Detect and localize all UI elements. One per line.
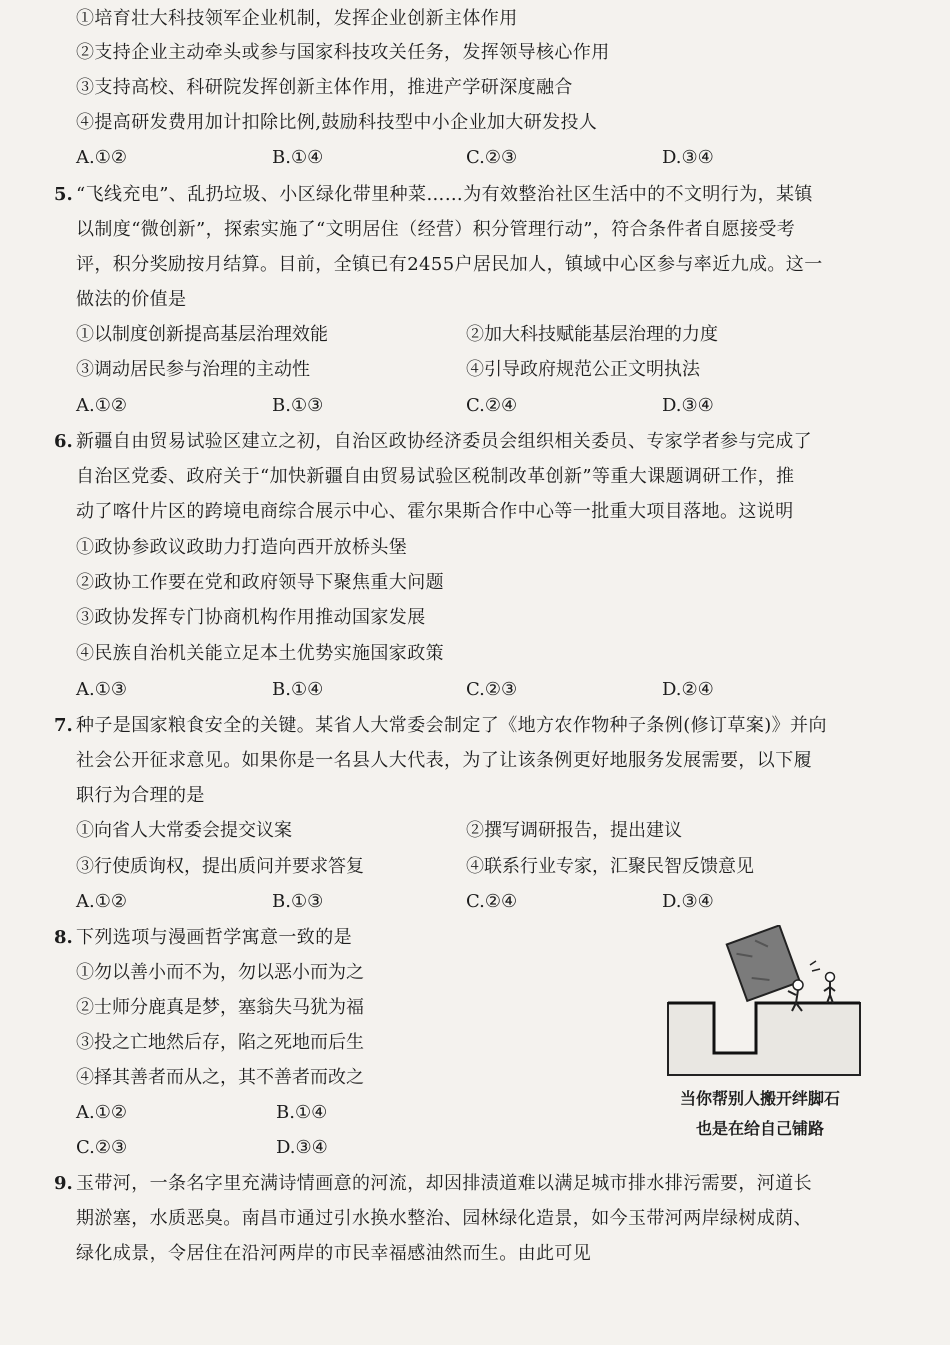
q5-option-2: ②加大科技赋能基层治理的力度 bbox=[466, 324, 718, 345]
q7-stem-1: 种子是国家粮食安全的关键。某省人大常委会制定了《地方农作物种子条例(修订草案)》并向 bbox=[76, 715, 827, 736]
ground-shape bbox=[668, 1003, 860, 1075]
q7-option-4: ④联系行业专家，汇聚民智反馈意见 bbox=[466, 856, 754, 877]
q9-stem-2: 期淤塞，水质恶臭。南昌市通过引水换水整治、园林绿化造景，如今玉带河两岸绿树成荫、 bbox=[76, 1208, 812, 1229]
q8-choice-c: C.②③ bbox=[76, 1137, 128, 1158]
q5-stem-4: 做法的价值是 bbox=[76, 289, 187, 310]
q4-choice-c: C.②③ bbox=[466, 147, 518, 168]
q5-stem-2: 以制度“微创新”，探索实施了“文明居住（经营）积分管理行动”，符合条件者自愿接受考 bbox=[76, 219, 796, 240]
q6-stem-2: 自治区党委、政府关于“加快新疆自由贸易试验区税制改革创新”等重大课题调研工作，推 bbox=[76, 466, 795, 487]
q8-choice-a: A.①② bbox=[76, 1102, 127, 1123]
q4-choice-b: B.①④ bbox=[272, 147, 324, 168]
q9-stem-1: 玉带河，一条名字里充满诗情画意的河流，却因排渍道难以满足城市排水排污需要，河道长 bbox=[76, 1173, 812, 1194]
q5-stem-1: “飞线充电”、乱扔垃圾、小区绿化带里种菜……为有效整治社区生活中的不文明行为，某镇 bbox=[76, 184, 813, 205]
q7-stem-3: 职行为合理的是 bbox=[76, 785, 205, 806]
q8-option-4: ④择其善者而从之，其不善者而改之 bbox=[76, 1067, 364, 1088]
q6-stem-1: 新疆自由贸易试验区建立之初，自治区政协经济委员会组织相关委员、专家学者参与完成了 bbox=[76, 431, 812, 452]
q5-stem-3: 评，积分奖励按月结算。目前，全镇已有2455户居民加人，镇域中心区参与率近九成。这一 bbox=[76, 254, 823, 275]
cartoon-caption-line-1: 当你帮别人搬开绊脚石 bbox=[679, 1089, 840, 1108]
q7-choice-b: B.①③ bbox=[272, 891, 324, 912]
q7-choice-d: D.③④ bbox=[662, 891, 714, 912]
q7-number: 7. bbox=[54, 715, 73, 736]
q5-option-4: ④引导政府规范公正文明执法 bbox=[466, 359, 700, 380]
q7-option-1: ①向省人大常委会提交议案 bbox=[76, 820, 292, 841]
motion-marks bbox=[810, 961, 820, 971]
q6-choice-a: A.①③ bbox=[76, 679, 127, 700]
q6-option-1: ①政协参政议政助力打造向西开放桥头堡 bbox=[76, 537, 408, 558]
q4-choice-d: D.③④ bbox=[662, 147, 714, 168]
q4-option-4: ④提高研发费用加计扣除比例,鼓励科技型中小企业加大研发投人 bbox=[76, 112, 598, 133]
q7-option-3: ③行使质询权，提出质问并要求答复 bbox=[76, 856, 364, 877]
q5-choice-d: D.③④ bbox=[662, 395, 714, 416]
q5-option-1: ①以制度创新提高基层治理效能 bbox=[76, 324, 328, 345]
q4-option-1: ①培育壮大科技领军企业机制，发挥企业创新主体作用 bbox=[76, 8, 518, 29]
q8-option-3: ③投之亡地然后存，陷之死地而后生 bbox=[76, 1032, 364, 1053]
cartoon-illustration bbox=[664, 925, 864, 1085]
q7-stem-2: 社会公开征求意见。如果你是一名县人大代表，为了让该条例更好地服务发展需要，以下履 bbox=[76, 750, 812, 771]
q5-choice-b: B.①③ bbox=[272, 395, 324, 416]
q9-stem-3: 绿化成景，令居住在沿河两岸的市民幸福感油然而生。由此可见 bbox=[76, 1243, 592, 1264]
q6-number: 6. bbox=[54, 431, 73, 452]
q8-number: 8. bbox=[54, 927, 73, 948]
q6-option-2: ②政协工作要在党和政府领导下聚焦重大问题 bbox=[76, 572, 444, 593]
q7-choice-a: A.①② bbox=[76, 891, 127, 912]
stone-block bbox=[727, 925, 800, 1001]
q4-choice-a: A.①② bbox=[76, 147, 127, 168]
cartoon-caption-line-2: 也是在给自己铺路 bbox=[695, 1119, 824, 1138]
small-figure bbox=[824, 973, 835, 1004]
q8-choice-d: D.③④ bbox=[276, 1137, 328, 1158]
q4-option-2: ②支持企业主动牵头或参与国家科技攻关任务，发挥领导核心作用 bbox=[76, 42, 610, 63]
q5-choice-c: C.②④ bbox=[466, 395, 518, 416]
q5-option-3: ③调动居民参与治理的主动性 bbox=[76, 359, 310, 380]
q6-option-4: ④民族自治机关能立足本土优势实施国家政策 bbox=[76, 643, 444, 664]
q8-option-1: ①勿以善小而不为，勿以恶小而为之 bbox=[76, 962, 364, 983]
q5-number: 5. bbox=[54, 184, 73, 205]
q6-choice-c: C.②③ bbox=[466, 679, 518, 700]
q8-stem-1: 下列选项与漫画哲学寓意一致的是 bbox=[76, 927, 352, 948]
q6-option-3: ③政协发挥专门协商机构作用推动国家发展 bbox=[76, 607, 426, 628]
q7-option-2: ②撰写调研报告，提出建议 bbox=[466, 820, 682, 841]
q6-stem-3: 动了喀什片区的跨境电商综合展示中心、霍尔果斯合作中心等一批重大项目落地。这说明 bbox=[76, 501, 794, 522]
q4-option-3: ③支持高校、科研院发挥创新主体作用，推进产学研深度融合 bbox=[76, 77, 573, 98]
q9-number: 9. bbox=[54, 1173, 73, 1194]
q8-choice-b: B.①④ bbox=[276, 1102, 328, 1123]
q5-choice-a: A.①② bbox=[76, 395, 127, 416]
q6-choice-b: B.①④ bbox=[272, 679, 324, 700]
q7-choice-c: C.②④ bbox=[466, 891, 518, 912]
q8-option-2: ②士师分鹿真是梦，塞翁失马犹为福 bbox=[76, 997, 364, 1018]
q6-choice-d: D.②④ bbox=[662, 679, 714, 700]
